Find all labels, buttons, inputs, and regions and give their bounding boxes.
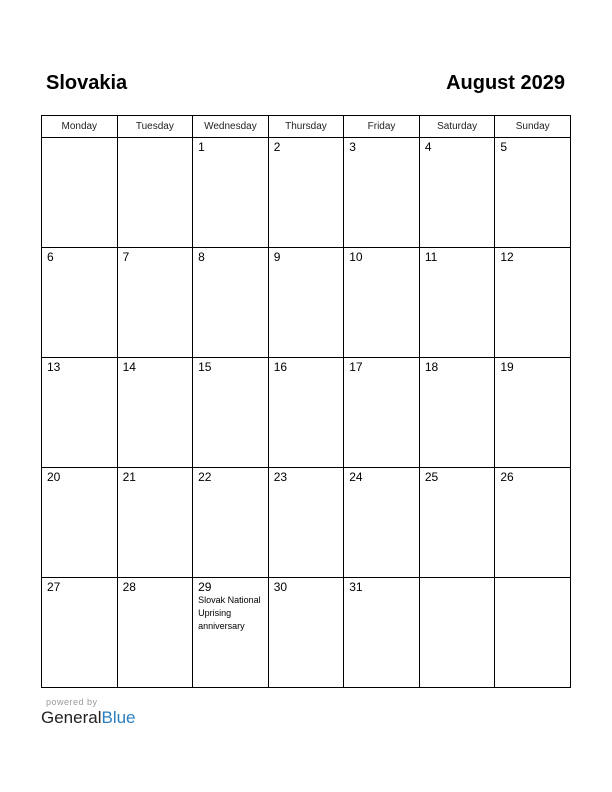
day-cell	[344, 138, 420, 248]
day-number: 25	[424, 470, 439, 484]
day-cell	[193, 468, 269, 578]
generalblue-logo	[41, 708, 136, 728]
day-number: 19	[500, 360, 514, 374]
day-cell	[117, 358, 193, 468]
day-cell	[344, 358, 420, 468]
day-cell	[419, 468, 495, 578]
week-row	[42, 358, 571, 468]
week-row	[42, 578, 571, 688]
day-number: 3	[349, 140, 356, 154]
day-number: 30	[273, 580, 288, 594]
day-cell	[117, 138, 193, 248]
day-number	[495, 578, 570, 580]
day-number: 20	[47, 470, 61, 484]
day-number: 12	[500, 250, 514, 264]
day-cell	[419, 248, 495, 358]
weekday-header-row	[42, 116, 571, 138]
day-number: 24	[349, 470, 363, 484]
day-number: 14	[122, 360, 136, 374]
day-number	[42, 138, 117, 140]
day-cell	[344, 468, 420, 578]
day-number: 31	[349, 580, 363, 594]
day-cell	[117, 248, 193, 358]
day-cell	[419, 358, 495, 468]
weekday-header: Saturday	[419, 116, 495, 138]
weekday-header: Wednesday	[193, 116, 269, 138]
day-cell	[268, 578, 344, 688]
day-number: 5	[500, 140, 508, 154]
day-cell	[117, 578, 193, 688]
day-cell	[42, 578, 118, 688]
day-number: 7	[122, 250, 130, 264]
day-number: 10	[349, 250, 363, 264]
day-cell	[268, 468, 344, 578]
day-cell	[193, 578, 269, 688]
day-cell	[495, 358, 571, 468]
day-cell	[495, 578, 571, 688]
day-number: 23	[273, 470, 288, 484]
day-cell	[419, 138, 495, 248]
day-cell	[268, 358, 344, 468]
day-number	[420, 578, 495, 580]
day-cell	[268, 248, 344, 358]
day-cell	[193, 248, 269, 358]
powered-by-label: powered by	[46, 697, 98, 707]
day-cell	[193, 358, 269, 468]
day-cell	[344, 578, 420, 688]
day-number: 15	[198, 360, 212, 374]
weekday-header: Friday	[344, 116, 420, 138]
day-number: 1	[198, 140, 205, 154]
month-title: August 2029	[446, 72, 565, 94]
day-number: 8	[198, 250, 205, 264]
day-number: 29	[198, 580, 212, 594]
day-number: 13	[47, 360, 61, 374]
day-number: 26	[500, 470, 514, 484]
day-number: 27	[47, 580, 61, 594]
day-cell	[495, 468, 571, 578]
day-number: 16	[273, 360, 288, 374]
day-cell	[42, 138, 118, 248]
week-row	[42, 138, 571, 248]
day-number: 22	[198, 470, 212, 484]
day-cell	[117, 468, 193, 578]
day-number: 18	[424, 360, 439, 374]
country-title: Slovakia	[46, 72, 128, 94]
day-cell	[193, 138, 269, 248]
day-cell	[419, 578, 495, 688]
day-cell	[344, 248, 420, 358]
day-cell	[495, 138, 571, 248]
day-number: 28	[122, 580, 136, 594]
weekday-header: Sunday	[495, 116, 571, 138]
week-row	[42, 248, 571, 358]
day-cell	[42, 468, 118, 578]
logo-general: General	[41, 708, 102, 727]
day-number: 2	[273, 140, 281, 154]
day-cell	[42, 248, 118, 358]
day-number: 6	[47, 250, 54, 264]
day-cell	[495, 248, 571, 358]
calendar-grid	[41, 115, 571, 688]
day-number: 21	[122, 470, 136, 484]
day-number	[118, 138, 193, 140]
day-number: 17	[349, 360, 363, 374]
week-row	[42, 468, 571, 578]
day-number: 9	[273, 250, 281, 264]
logo-blue: Blue	[101, 708, 136, 727]
day-number: 4	[424, 140, 432, 154]
holiday-label: Slovak National Uprising anniversary	[198, 595, 261, 631]
weekday-header: Thursday	[268, 116, 344, 138]
day-number: 11	[424, 250, 438, 264]
weekday-header: Monday	[42, 116, 118, 138]
day-cell	[268, 138, 344, 248]
day-cell	[42, 358, 118, 468]
weekday-header: Tuesday	[117, 116, 193, 138]
